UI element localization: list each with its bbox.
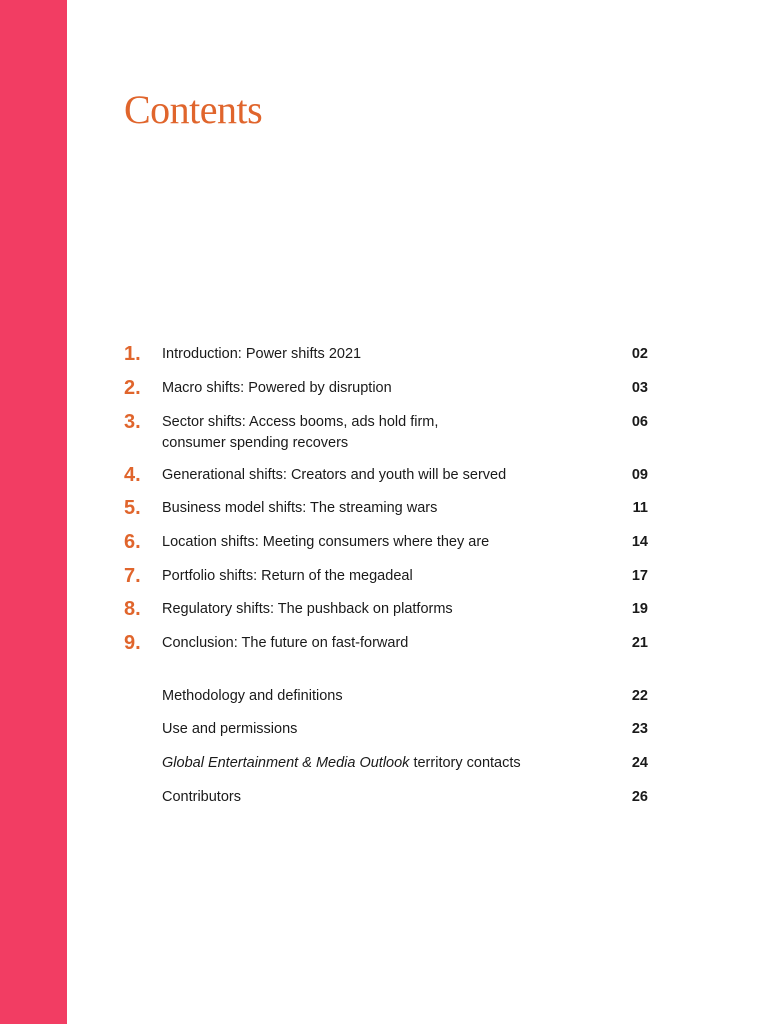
toc-entry-page: 11 [632,500,648,516]
toc-entry-4[interactable] [124,464,648,501]
toc-entry-page: 24 [631,755,648,771]
toc-entry-title[interactable]: Use and permissions [162,721,298,737]
toc-entry-number: 5. [124,497,141,519]
toc-entry-9[interactable] [124,632,648,669]
toc-entry-page: 22 [631,688,648,704]
toc-entry-title: territory contacts [409,755,521,771]
page-title: Contents [124,87,263,132]
toc-entry-page: 19 [631,601,648,617]
toc-entry-3[interactable] [124,411,648,462]
toc-entry-page: 23 [631,721,648,737]
toc-entry-contributors[interactable] [124,789,648,823]
toc-entry-page: 26 [631,789,648,805]
toc-entry-page: 03 [631,380,648,396]
toc-entry-territory-contacts[interactable] [124,755,648,789]
toc-entry-title[interactable]: Business model shifts: The streaming wars [162,500,438,516]
toc-entry-title[interactable]: Macro shifts: Powered by disruption [162,380,392,396]
toc-entry-page: 14 [631,534,648,550]
toc-entry-methodology[interactable] [124,688,648,722]
toc-entry-number: 1. [124,343,141,365]
toc-entry-page: 21 [631,635,648,651]
toc-entry-title[interactable]: Location shifts: Meeting consumers where they are [162,534,490,550]
toc-entry-title-italic: Global Entertainment & Media Outlook [162,755,410,771]
toc-entry-title[interactable]: Contributors [162,789,241,805]
toc-entry-number: 8. [124,598,141,620]
toc-entry-6[interactable] [124,531,648,568]
toc-entry-page: 09 [631,467,648,483]
toc-entry-title[interactable]: Portfolio shifts: Return of the megadeal [162,568,413,584]
toc-entry-7[interactable] [124,565,648,602]
toc-entry-title[interactable]: Introduction: Power shifts 2021 [162,346,362,362]
toc-entry-number: 7. [124,565,141,587]
toc-entry-number: 9. [124,632,141,654]
toc-entry-title-block[interactable] [162,412,562,454]
toc-entry-permissions[interactable] [124,721,648,755]
toc-entry-1[interactable] [124,343,648,380]
toc-entry-page: 17 [631,568,648,584]
toc-entry-number: 2. [124,377,141,399]
toc-entry-title: Sector shifts: Access booms, ads hold firm, [162,414,439,430]
side-color-bar [0,0,67,1024]
toc-entry-number: 4. [124,464,141,486]
toc-entry-title-block[interactable] [162,753,562,774]
toc-entry-number: 3. [124,411,141,433]
toc-entry-page: 06 [631,414,648,430]
toc-entry-title[interactable]: Regulatory shifts: The pushback on platforms [162,601,453,617]
toc-entry-title-line2: consumer spending recovers [162,435,349,451]
toc-entry-2[interactable] [124,377,648,414]
toc-entry-8[interactable] [124,598,648,635]
toc-entry-title[interactable]: Methodology and definitions [162,688,343,704]
toc-entry-title[interactable]: Generational shifts: Creators and youth will be served [162,467,507,483]
toc-entry-page: 02 [631,346,648,362]
toc-entry-5[interactable] [124,497,648,534]
toc-entry-number: 6. [124,531,141,553]
toc-entry-title[interactable]: Conclusion: The future on fast-forward [162,635,409,651]
